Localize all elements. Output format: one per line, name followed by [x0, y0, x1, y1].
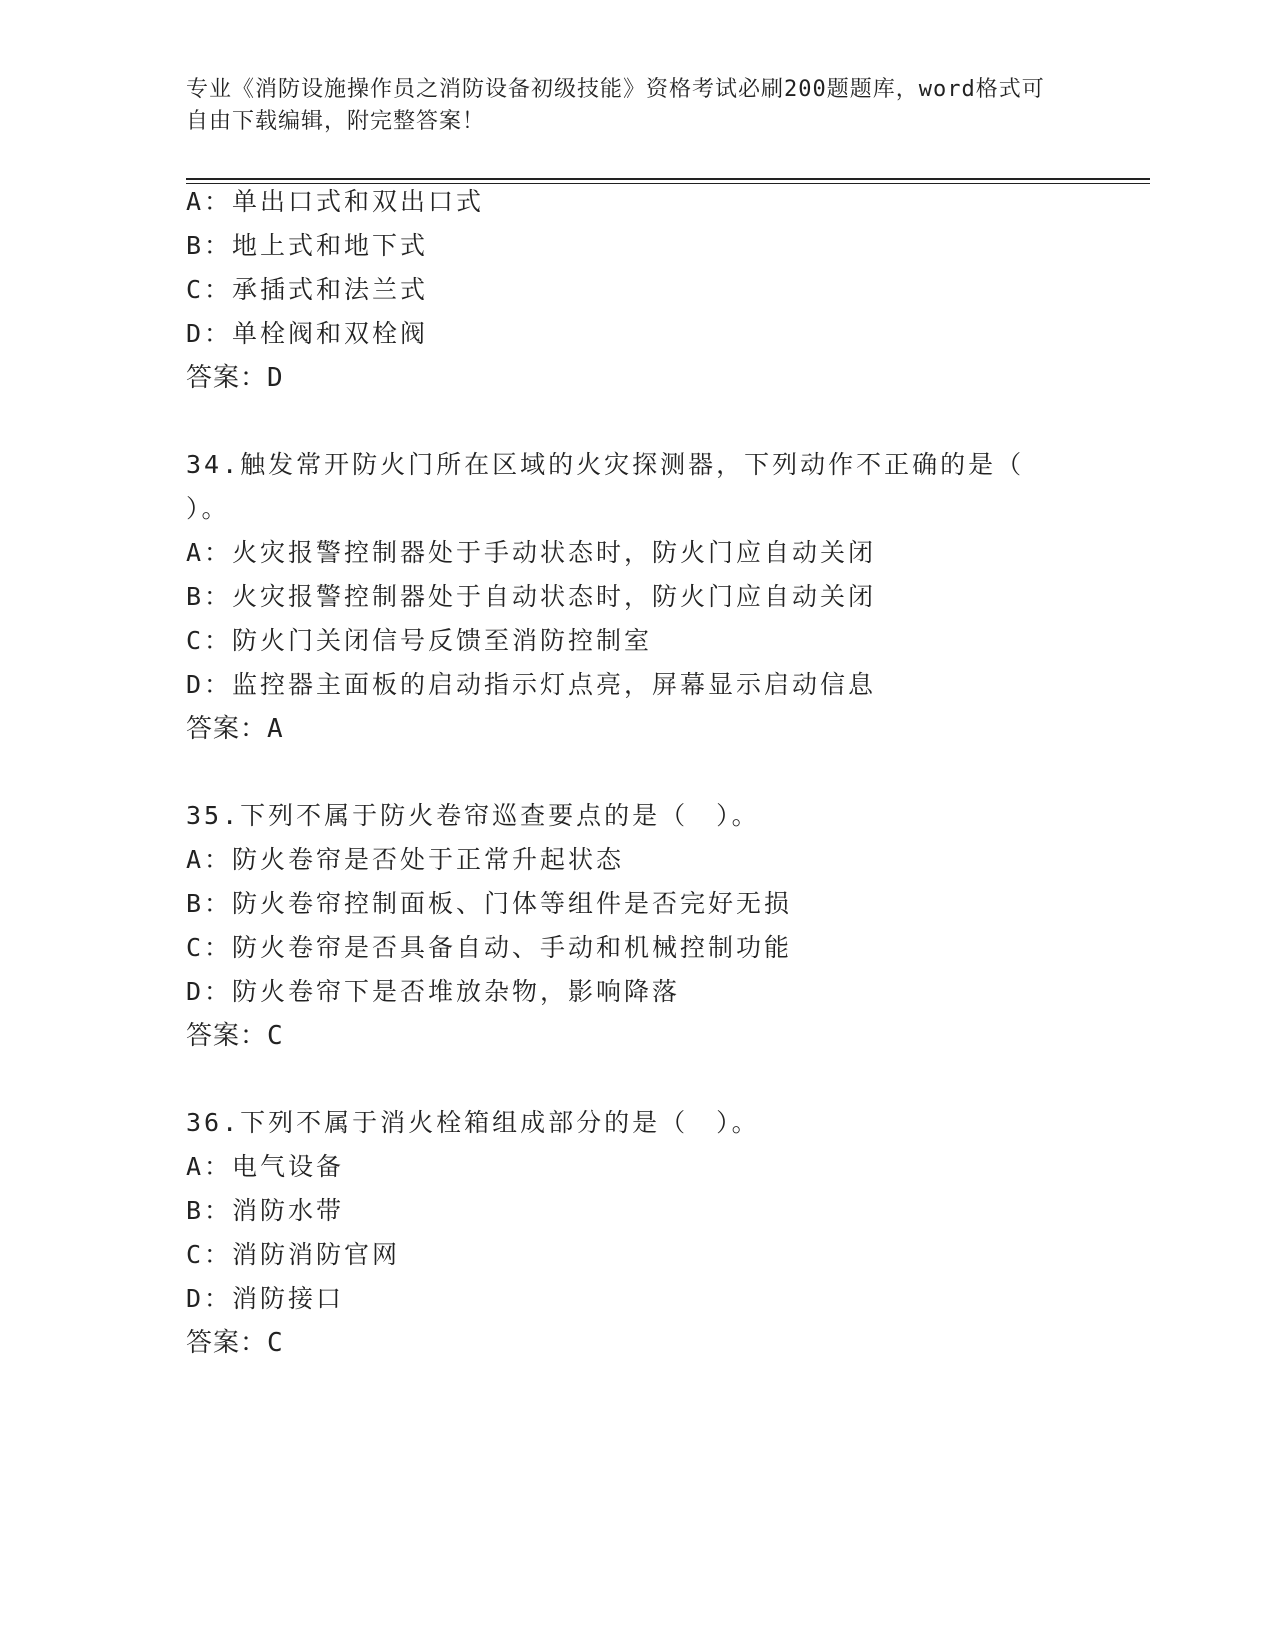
q34-stem-line2: ）。 [186, 494, 230, 523]
q36-stem: 36.下列不属于消火栓箱组成部分的是（ ）。 [186, 1108, 760, 1137]
q33-option-d: D：单栓阀和双栓阀 [186, 319, 429, 348]
q33-option-c: C：承插式和法兰式 [186, 275, 429, 304]
q35-stem: 35.下列不属于防火卷帘巡查要点的是（ ）。 [186, 801, 760, 830]
q34-stem-line1: 34.触发常开防火门所在区域的火灾探测器，下列动作不正确的是（ [186, 450, 1025, 479]
q36-option-a: A：电气设备 [186, 1152, 345, 1181]
header-divider-thick [186, 178, 1150, 180]
header-divider-thin [186, 183, 1150, 184]
q36-answer: 答案：C [186, 1328, 284, 1358]
q34-option-d: D：监控器主面板的启动指示灯点亮，屏幕显示启动信息 [186, 670, 877, 699]
q35-option-b: B：防火卷帘控制面板、门体等组件是否完好无损 [186, 889, 793, 918]
q33-option-b: B：地上式和地下式 [186, 231, 429, 260]
q36-option-d: D：消防接口 [186, 1284, 345, 1313]
q36-option-c: C：消防消防官网 [186, 1240, 401, 1269]
q33-option-a: A：单出口式和双出口式 [186, 187, 485, 216]
q34-option-b: B：火灾报警控制器处于自动状态时，防火门应自动关闭 [186, 582, 877, 611]
q35-option-a: A：防火卷帘是否处于正常升起状态 [186, 845, 625, 874]
q35-answer: 答案：C [186, 1021, 284, 1051]
q33-answer: 答案：D [186, 363, 284, 393]
q34-option-a: A：火灾报警控制器处于手动状态时，防火门应自动关闭 [186, 538, 877, 567]
q35-option-d: D：防火卷帘下是否堆放杂物，影响降落 [186, 977, 681, 1006]
q35-option-c: C：防火卷帘是否具备自动、手动和机械控制功能 [186, 933, 793, 962]
q36-option-b: B：消防水带 [186, 1196, 345, 1225]
q34-option-c: C：防火门关闭信号反馈至消防控制室 [186, 626, 653, 655]
document-header: 专业《消防设施操作员之消防设备初级技能》资格考试必刷200题题库，word格式可自由下载编辑，附完整答案！ [186, 77, 1045, 134]
q34-answer: 答案：A [186, 714, 284, 744]
